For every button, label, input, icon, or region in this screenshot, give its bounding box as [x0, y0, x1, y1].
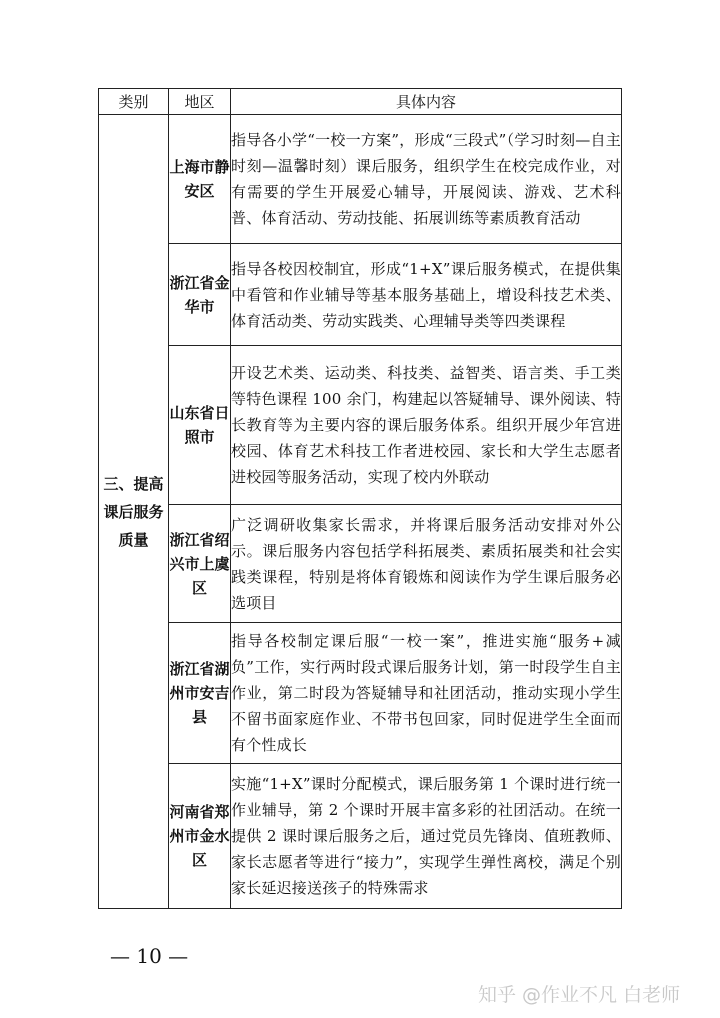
table-row [99, 764, 622, 909]
content-cell: 指导各小学“一校一方案”，形成“三段式”（学习时刻—自主时刻—温馨时刻）课后服务，组织学生在校完成作业，对有需要的学生开展爱心辅导，开展阅读、游戏、艺术科普、体育活动、劳动技能、拓展训练等素质教育活动 [231, 115, 622, 244]
content-cell: 指导各校因校制宜，形成“1+X”课后服务模式，在提供集中看管和作业辅导等基本服务基础上，增设科技艺术类、体育活动类、劳动实践类、心理辅导类等四类课程 [231, 244, 622, 346]
page-number: — 10 — [110, 944, 189, 968]
header-content: 具体内容 [231, 89, 622, 115]
region-cell: 浙江省湖州市安吉县 [169, 623, 231, 764]
category-cell: 三、提高课后服务质量 [99, 115, 169, 909]
region-cell: 浙江省金华市 [169, 244, 231, 346]
content-cell: 广泛调研收集家长需求，并将课后服务活动安排对外公示。课后服务内容包括学科拓展类、素质拓展类和社会实践类课程，特别是将体育锻炼和阅读作为学生课后服务必选项目 [231, 505, 622, 623]
table-row [99, 244, 622, 346]
policy-table [98, 88, 622, 909]
table-row [99, 115, 622, 244]
header-row [99, 89, 622, 115]
table-row [99, 346, 622, 505]
header-category: 类别 [99, 89, 169, 115]
table-row [99, 623, 622, 764]
region-cell: 河南省郑州市金水区 [169, 764, 231, 909]
region-cell: 山东省日照市 [169, 346, 231, 505]
watermark-text: 知乎 @作业不凡 白老师 [478, 984, 681, 1006]
content-cell: 指导各校制定课后服“一校一案”，推进实施“服务+减负”工作，实行两时段式课后服务计划，第一时段学生自主作业，第二时段为答疑辅导和社团活动，推动实现小学生不留书面家庭作业、不带书包回家，同时促进学生全面而有个性成长 [231, 623, 622, 764]
content-cell: 开设艺术类、运动类、科技类、益智类、语言类、手工类等特色课程 100 余门，构建起以答疑辅导、课外阅读、特长教育等为主要内容的课后服务体系。组织开展少年宫进校园、体育艺术科技工作者进校园、家长和大学生志愿者进校园等服务活动，实现了校内外联动 [231, 346, 622, 505]
table-row [99, 505, 622, 623]
content-cell: 实施“1+X”课时分配模式，课后服务第 1 个课时进行统一作业辅导，第 2 个课时开展丰富多彩的社团活动。在统一提供 2 课时课后服务之后，通过党员先锋岗、值班教师、家长志愿者等进行“接力”，实现学生弹性离校，满足个别家长延迟接送孩子的特殊需求 [231, 764, 622, 909]
region-cell: 上海市静安区 [169, 115, 231, 244]
header-region: 地区 [169, 89, 231, 115]
region-cell: 浙江省绍兴市上虞区 [169, 505, 231, 623]
